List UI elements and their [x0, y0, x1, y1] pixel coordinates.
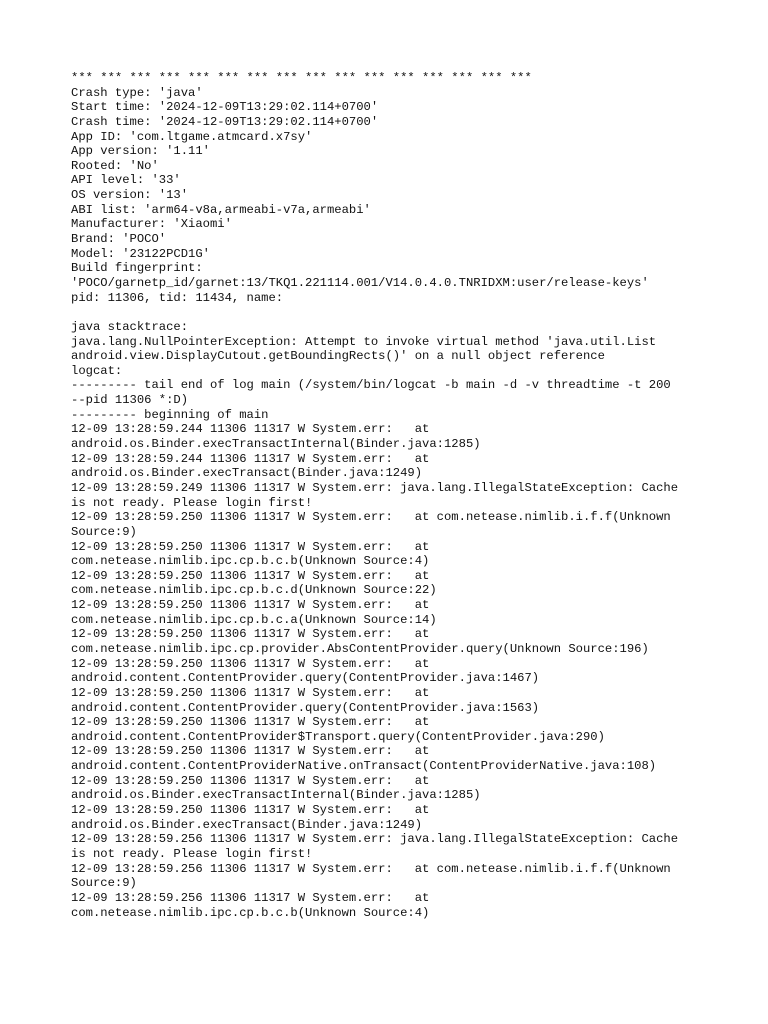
log-line: ABI list: 'arm64-v8a,armeabi-v7a,armeabi' — [71, 202, 371, 217]
log-line: Rooted: 'No' — [71, 158, 159, 173]
log-line: java stacktrace: — [71, 319, 189, 334]
log-line: com.netease.nimlib.ipc.cp.b.c.a(Unknown Source:14) — [71, 612, 437, 627]
log-line: Source:9) — [71, 524, 137, 539]
log-line: Crash time: '2024-12-09T13:29:02.114+0700' — [71, 114, 379, 129]
log-line: 12-09 13:28:59.250 11306 11317 W System.err: at — [71, 598, 430, 613]
log-line: android.os.Binder.execTransactInternal(Binder.java:1285) — [71, 437, 481, 452]
log-line: Crash type: 'java' — [71, 85, 203, 100]
log-line: Source:9) — [71, 876, 137, 891]
log-line: android.os.Binder.execTransactInternal(Binder.java:1285) — [71, 788, 481, 803]
log-line: Brand: 'POCO' — [71, 232, 167, 247]
log-line: 12-09 13:28:59.250 11306 11317 W System.err: at — [71, 656, 430, 671]
log-line: com.netease.nimlib.ipc.cp.b.c.b(Unknown Source:4) — [71, 905, 430, 920]
log-line: --------- beginning of main — [71, 407, 269, 422]
log-line: java.lang.NullPointerException: Attempt to invoke virtual method 'java.util.List — [71, 334, 657, 349]
log-line: 'POCO/garnetp_id/garnet:13/TKQ1.221114.001/V14.0.4.0.TNRIDXM:user/release-keys' — [71, 275, 649, 290]
log-line: android.content.ContentProvider$Transport.query(ContentProvider.java:290) — [71, 729, 605, 744]
log-line: com.netease.nimlib.ipc.cp.b.c.d(Unknown Source:22) — [71, 583, 437, 598]
log-line: Build fingerprint: — [71, 261, 203, 276]
log-line — [71, 305, 751, 320]
log-line: is not ready. Please login first! — [71, 495, 313, 510]
log-line: Model: '23122PCD1G' — [71, 246, 210, 261]
log-line: 12-09 13:28:59.250 11306 11317 W System.err: at — [71, 803, 430, 818]
log-line: 12-09 13:28:59.250 11306 11317 W System.err: at — [71, 539, 430, 554]
log-line: 12-09 13:28:59.250 11306 11317 W System.err: at — [71, 773, 430, 788]
log-line: android.content.ContentProvider.query(ContentProvider.java:1467) — [71, 671, 540, 686]
log-line: 12-09 13:28:59.250 11306 11317 W System.err: at — [71, 627, 430, 642]
log-line: android.os.Binder.execTransact(Binder.java:1249) — [71, 466, 423, 481]
log-line: 12-09 13:28:59.250 11306 11317 W System.err: at — [71, 744, 430, 759]
log-line: pid: 11306, tid: 11434, name: — [71, 290, 284, 305]
log-line: 12-09 13:28:59.256 11306 11317 W System.err: at com.netease.nimlib.i.f.f(Unknown — [71, 861, 671, 876]
log-line: com.netease.nimlib.ipc.cp.b.c.b(Unknown Source:4) — [71, 554, 430, 569]
log-line: 12-09 13:28:59.250 11306 11317 W System.err: at — [71, 715, 430, 730]
log-line: 12-09 13:28:59.256 11306 11317 W System.err: at — [71, 890, 430, 905]
log-line: android.os.Binder.execTransact(Binder.java:1249) — [71, 817, 423, 832]
log-line: 12-09 13:28:59.250 11306 11317 W System.err: at — [71, 685, 430, 700]
log-line: 12-09 13:28:59.249 11306 11317 W System.err: java.lang.IllegalStateException: Cache — [71, 480, 679, 495]
log-line: android.content.ContentProvider.query(ContentProvider.java:1563) — [71, 700, 540, 715]
log-line: --pid 11306 *:D) — [71, 393, 189, 408]
log-line: 12-09 13:28:59.250 11306 11317 W System.err: at com.netease.nimlib.i.f.f(Unknown — [71, 510, 671, 525]
log-line: com.netease.nimlib.ipc.cp.provider.AbsContentProvider.query(Unknown Source:196) — [71, 641, 649, 656]
log-line: Manufacturer: 'Xiaomi' — [71, 217, 232, 232]
log-line: App version: '1.11' — [71, 144, 210, 159]
log-line: *** *** *** *** *** *** *** *** *** *** *** *** *** *** *** *** — [71, 71, 532, 85]
log-line: API level: '33' — [71, 173, 181, 188]
log-line: 12-09 13:28:59.244 11306 11317 W System.err: at — [71, 451, 430, 466]
log-line: --------- tail end of log main (/system/bin/logcat -b main -d -v threadtime -t 200 — [71, 378, 671, 393]
log-line: Start time: '2024-12-09T13:29:02.114+0700' — [71, 100, 379, 115]
log-line: 12-09 13:28:59.250 11306 11317 W System.err: at — [71, 568, 430, 583]
log-line: 12-09 13:28:59.244 11306 11317 W System.err: at — [71, 422, 430, 437]
log-line: android.content.ContentProviderNative.onTransact(ContentProviderNative.java:108) — [71, 759, 657, 774]
crash-log-text — [71, 71, 751, 920]
log-line: 12-09 13:28:59.256 11306 11317 W System.err: java.lang.IllegalStateException: Cache — [71, 832, 679, 847]
log-line: App ID: 'com.ltgame.atmcard.x7sy' — [71, 129, 313, 144]
log-line: OS version: '13' — [71, 188, 189, 203]
log-line: logcat: — [71, 363, 123, 378]
log-line: is not ready. Please login first! — [71, 846, 313, 861]
log-line: android.view.DisplayCutout.getBoundingRects()' on a null object reference — [71, 349, 605, 364]
